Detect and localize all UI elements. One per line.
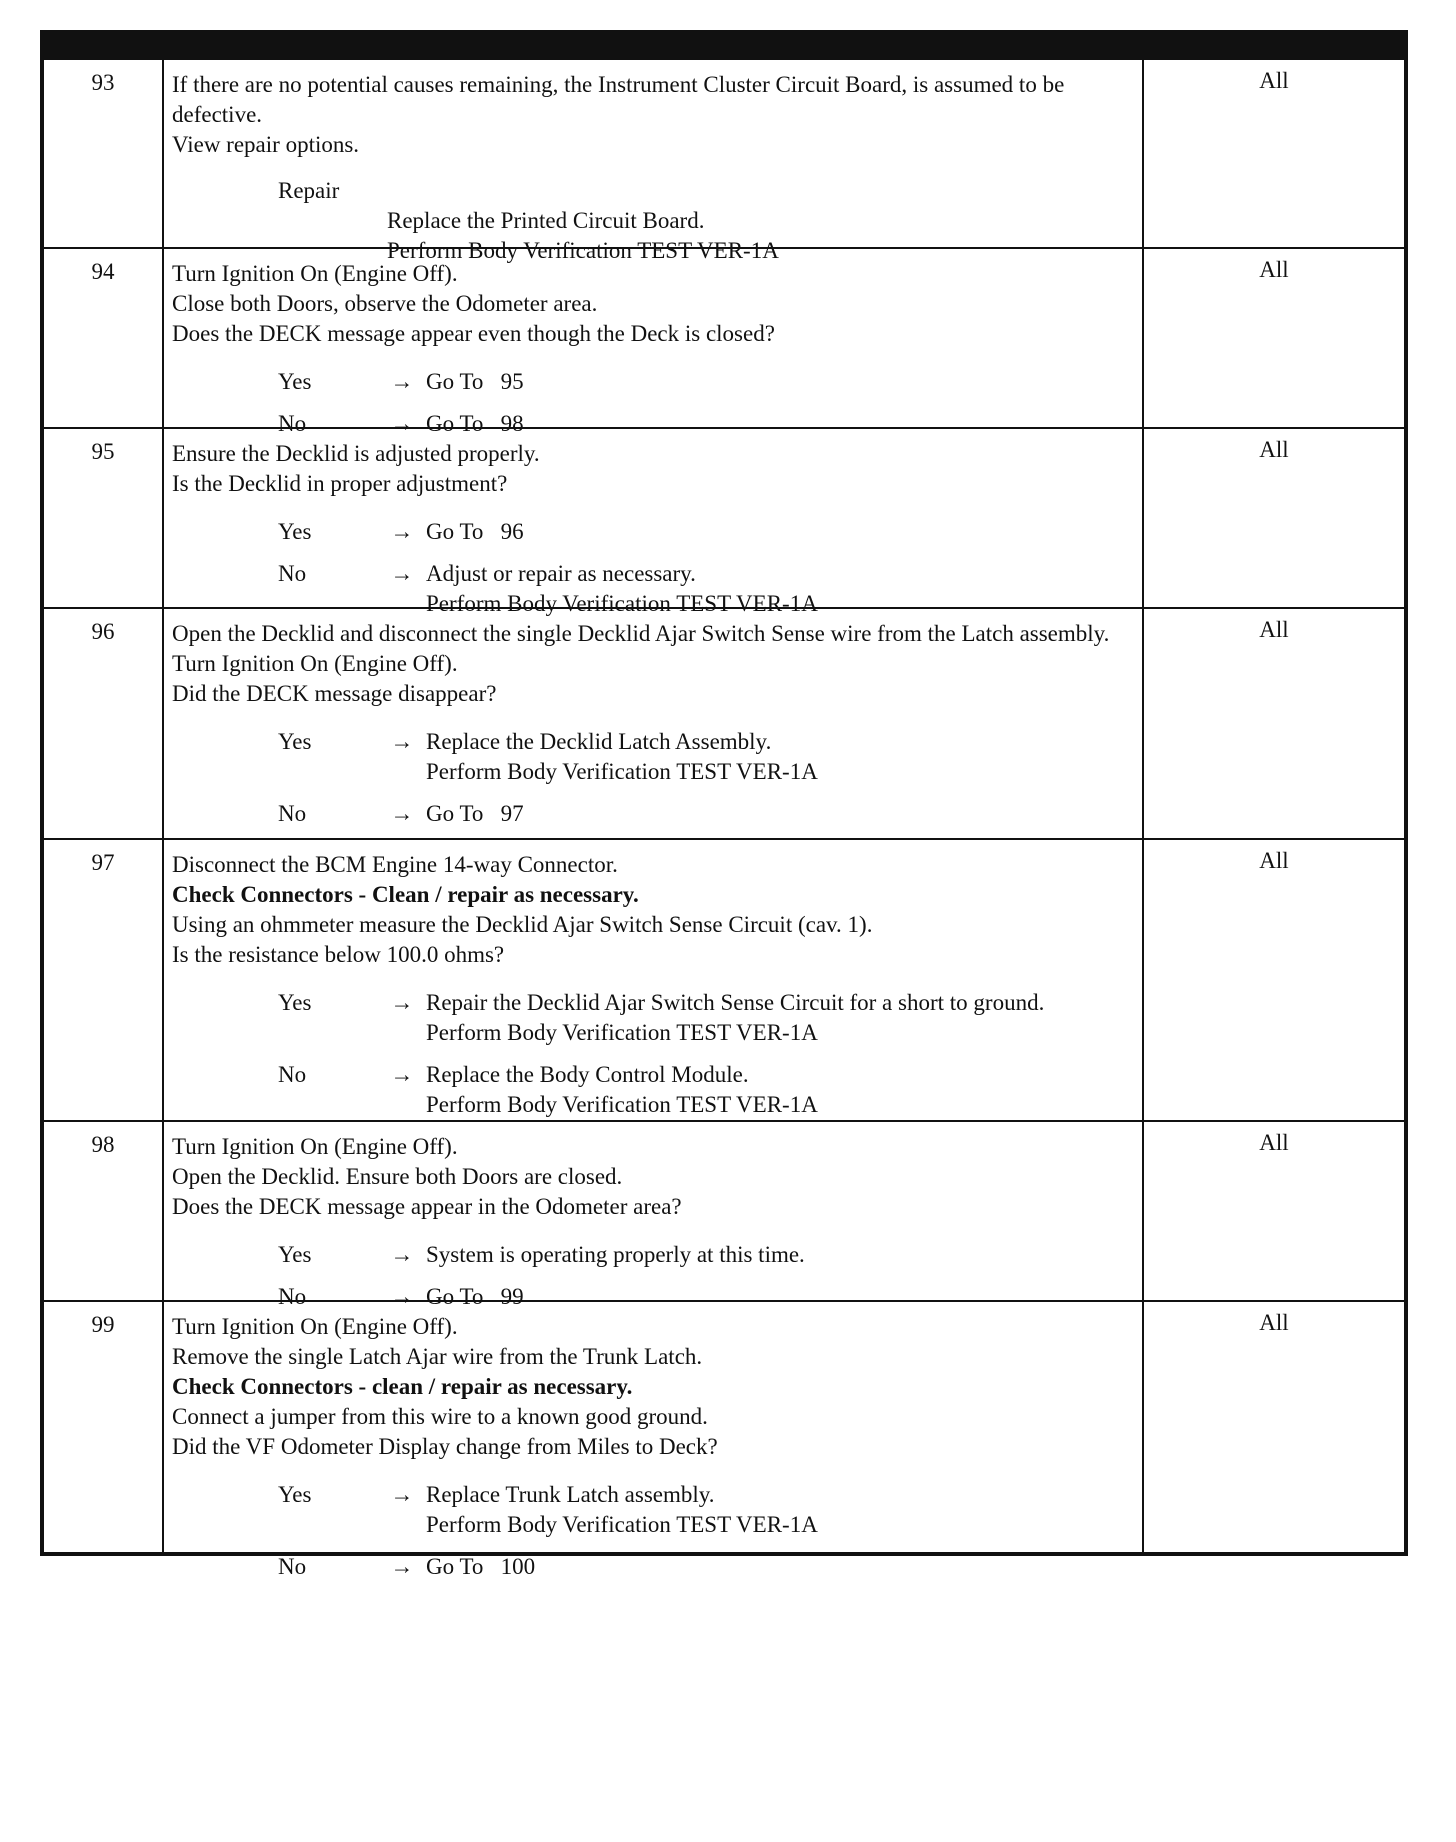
- step-number: 95: [44, 429, 164, 607]
- step-number: 94: [44, 249, 164, 427]
- applies-to: All: [1259, 257, 1289, 282]
- no-label: No: [278, 801, 307, 826]
- branch-result: Go To 95: [426, 369, 524, 394]
- step-text: Connect a jumper from this wire to a known good ground.: [172, 1404, 708, 1429]
- step-text: Does the DECK message appear even though the Deck is closed?: [172, 321, 775, 346]
- step-content: [164, 60, 1144, 263]
- branch-result: Go To 100: [426, 1554, 536, 1579]
- step-text: Remove the single Latch Ajar wire from the Trunk Latch.: [172, 1344, 703, 1369]
- step-text: Ensure the Decklid is adjusted properly.: [172, 441, 540, 466]
- branch-result: Go To 96: [426, 519, 524, 544]
- step-text: Turn Ignition On (Engine Off).: [172, 1134, 458, 1159]
- branch-result: Repair the Decklid Ajar Switch Sense Circuit for a short to ground. Perform Body Verification TEST VER-1A: [426, 990, 1045, 1045]
- yes-branch: [172, 988, 1134, 1048]
- table-row: [44, 607, 1404, 838]
- yes-branch: [172, 1240, 1134, 1270]
- yes-label: Yes: [278, 369, 312, 394]
- repair-text: Perform Body Verification TEST VER-1A: [387, 238, 779, 263]
- yes-label: Yes: [278, 729, 312, 754]
- yes-label: Yes: [278, 1482, 312, 1507]
- step-text: Did the VF Odometer Display change from Miles to Deck?: [172, 1434, 718, 1459]
- arrow-right-icon: →: [390, 729, 414, 754]
- no-branch: [172, 1552, 1134, 1582]
- yes-branch: [172, 517, 1134, 547]
- arrow-right-icon: →: [390, 561, 414, 586]
- branch-result: Replace the Body Control Module. Perform Body Verification TEST VER-1A: [426, 1062, 818, 1117]
- arrow-right-icon: →: [390, 1554, 414, 1579]
- diagnostic-table: [40, 30, 1408, 1579]
- yes-branch: [172, 367, 1134, 397]
- branch-result: Replace Trunk Latch assembly. Perform Body Verification TEST VER-1A: [426, 1482, 818, 1537]
- applies-to: All: [1259, 617, 1289, 642]
- step-content: [164, 609, 1144, 838]
- no-label: No: [278, 561, 307, 586]
- step-text: Turn Ignition On (Engine Off).: [172, 651, 458, 676]
- branch-result: Go To 99: [426, 1284, 524, 1309]
- step-text: Turn Ignition On (Engine Off).: [172, 1314, 458, 1339]
- table-row: [44, 247, 1404, 436]
- arrow-right-icon: →: [390, 801, 414, 826]
- yes-label: Yes: [278, 990, 312, 1015]
- step-text: View repair options.: [172, 132, 360, 157]
- no-label: No: [278, 411, 307, 436]
- no-label: No: [278, 1284, 307, 1309]
- arrow-right-icon: →: [390, 519, 414, 544]
- yes-branch: [172, 727, 1134, 787]
- step-text: Turn Ignition On (Engine Off).: [172, 261, 458, 286]
- table-header-bar: [44, 30, 1404, 58]
- no-label: No: [278, 1554, 307, 1579]
- branch-result: Go To 98: [426, 411, 524, 436]
- arrow-right-icon: →: [390, 369, 414, 394]
- check-connectors-note: Check Connectors - clean / repair as necessary.: [172, 1374, 633, 1399]
- step-content: [164, 1122, 1144, 1309]
- step-text: Open the Decklid and disconnect the single Decklid Ajar Switch Sense wire from the Latch assembly.: [172, 621, 1110, 646]
- yes-label: Yes: [278, 519, 312, 544]
- check-connectors-note: Check Connectors - Clean / repair as necessary.: [172, 882, 639, 907]
- branch-result: Adjust or repair as necessary. Perform Body Verification TEST VER-1A: [426, 561, 818, 616]
- step-number: 98: [44, 1122, 164, 1300]
- branch-result: Replace the Decklid Latch Assembly. Perform Body Verification TEST VER-1A: [426, 729, 818, 784]
- arrow-right-icon: →: [390, 411, 414, 436]
- step-text: Using an ohmmeter measure the Decklid Ajar Switch Sense Circuit (cav. 1).: [172, 912, 873, 937]
- step-number: 93: [44, 60, 164, 247]
- no-branch: [172, 1060, 1134, 1120]
- step-text: Close both Doors, observe the Odometer area.: [172, 291, 598, 316]
- arrow-right-icon: →: [390, 990, 414, 1015]
- step-text: Is the resistance below 100.0 ohms?: [172, 942, 505, 967]
- step-number: 96: [44, 609, 164, 838]
- arrow-right-icon: →: [390, 1482, 414, 1507]
- yes-branch: [172, 1480, 1134, 1540]
- table-row: [44, 427, 1404, 616]
- repair-text: Replace the Printed Circuit Board.: [387, 208, 705, 233]
- step-text: Is the Decklid in proper adjustment?: [172, 471, 508, 496]
- table-row: [44, 838, 1404, 1120]
- no-branch: [172, 799, 1134, 829]
- step-content: [164, 1302, 1144, 1579]
- arrow-right-icon: →: [390, 1284, 414, 1309]
- branch-result: Go To 97: [426, 801, 524, 826]
- applies-to: All: [1259, 848, 1289, 873]
- step-text: Open the Decklid. Ensure both Doors are closed.: [172, 1164, 623, 1189]
- table-row: [44, 1120, 1404, 1309]
- step-content: [164, 840, 1144, 1120]
- table-row: [44, 1300, 1404, 1579]
- step-number: 99: [44, 1302, 164, 1552]
- applies-to: All: [1259, 68, 1289, 93]
- step-text: Disconnect the BCM Engine 14-way Connector.: [172, 852, 618, 877]
- step-text: Did the DECK message disappear?: [172, 681, 497, 706]
- applies-to: All: [1259, 437, 1289, 462]
- step-content: [164, 249, 1144, 436]
- no-label: No: [278, 1062, 307, 1087]
- branch-result: System is operating properly at this time.: [426, 1242, 805, 1267]
- applies-to: All: [1259, 1130, 1289, 1155]
- arrow-right-icon: →: [390, 1062, 414, 1087]
- applies-to: All: [1259, 1310, 1289, 1335]
- step-text: If there are no potential causes remaining, the Instrument Cluster Circuit Board, is assumed to be defective.: [172, 72, 1065, 127]
- repair-label: Repair: [278, 178, 340, 203]
- step-number: 97: [44, 840, 164, 1120]
- arrow-right-icon: →: [390, 1242, 414, 1267]
- table-row: [44, 58, 1404, 263]
- step-text: Does the DECK message appear in the Odometer area?: [172, 1194, 682, 1219]
- step-content: [164, 429, 1144, 616]
- yes-label: Yes: [278, 1242, 312, 1267]
